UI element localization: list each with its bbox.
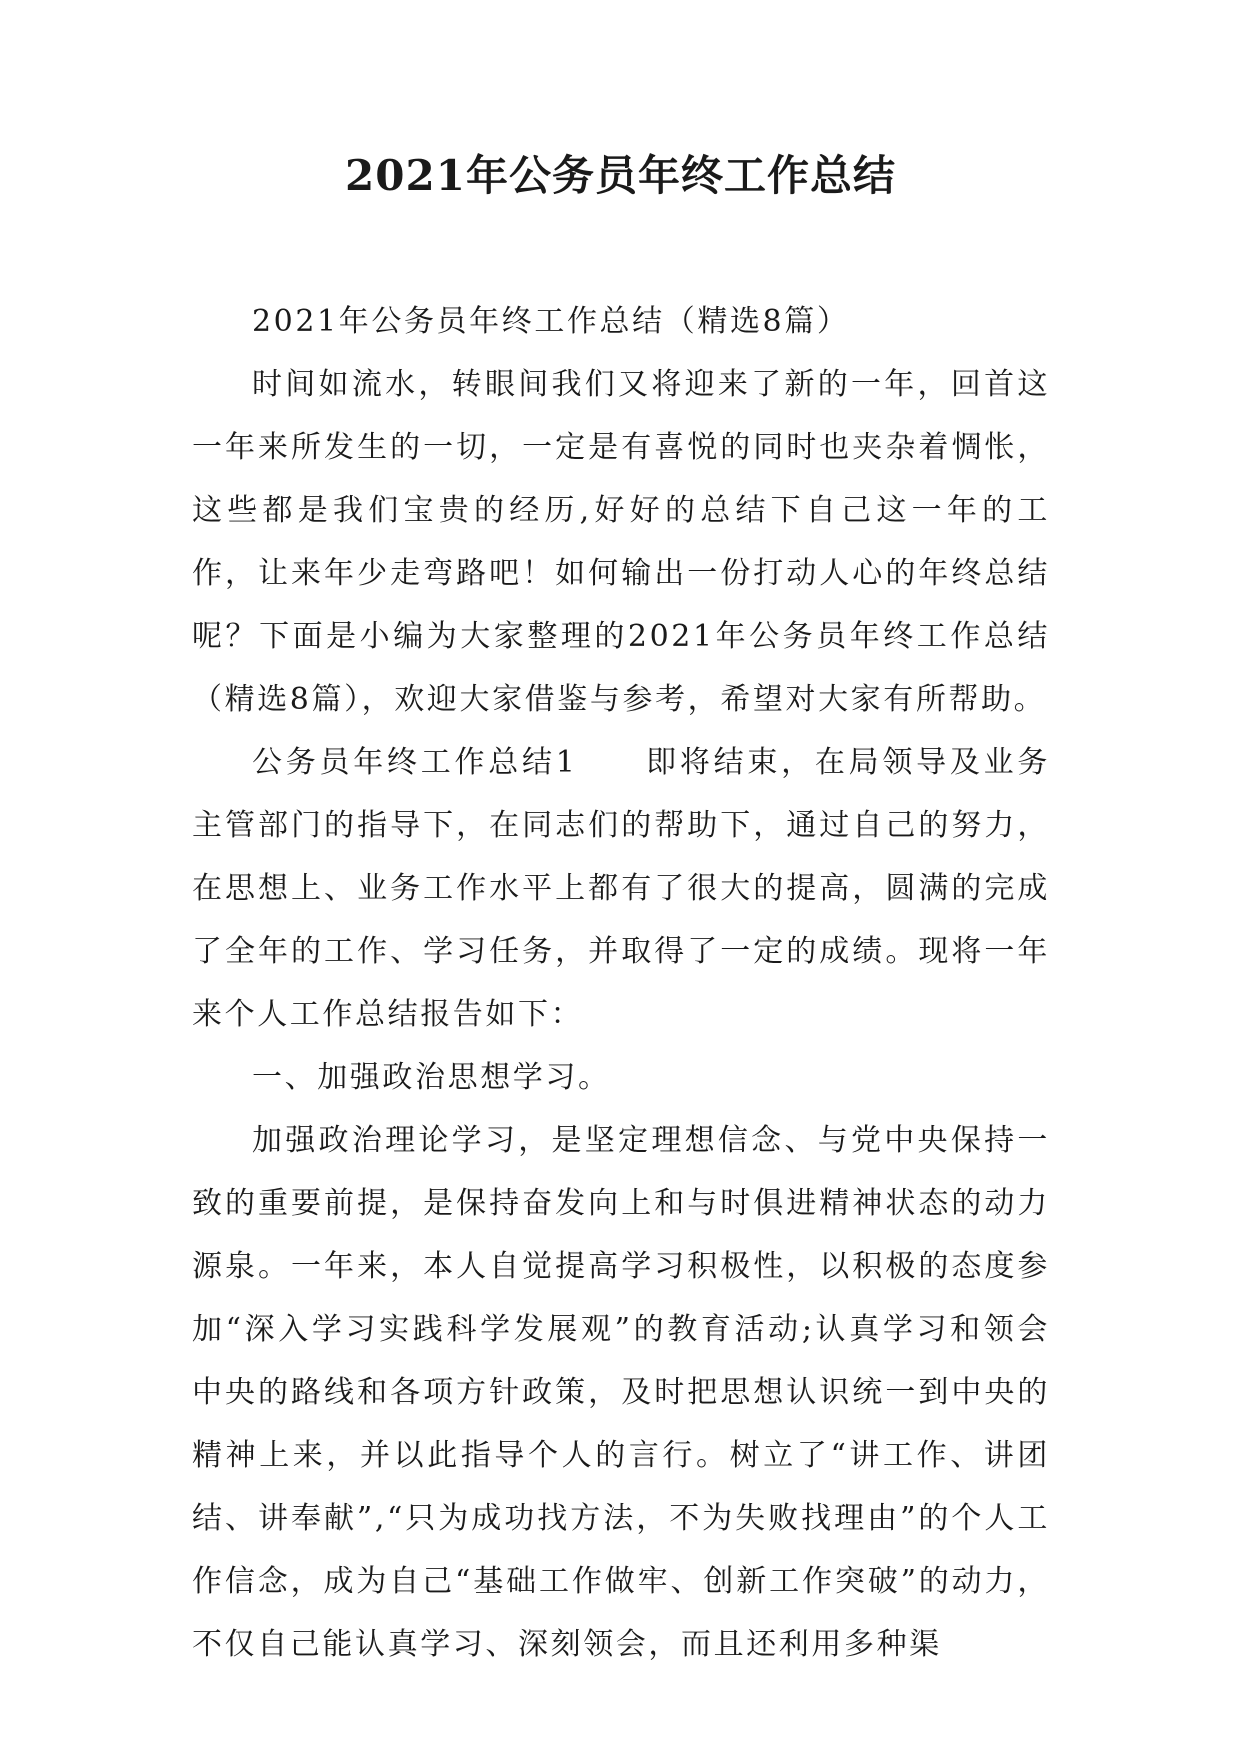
document-body <box>192 290 1050 1676</box>
intro-paragraph: 时间如流水，转眼间我们又将迎来了新的一年，回首这一年来所发生的一切，一定是有喜悦的同时也夹杂着惆怅，这些都是我们宝贵的经历,好好的总结下自己这一年的工作，让来年少走弯路吧！如何输出一份打动人心的年终总结呢？下面是小编为大家整理的2021年公务员年终工作总结（精选8篇），欢迎大家借鉴与参考，希望对大家有所帮助。 <box>192 367 1050 717</box>
summary-1-paragraph: 公务员年终工作总结1 即将结束，在局领导及业务主管部门的指导下，在同志们的帮助下，通过自己的努力，在思想上、业务工作水平上都有了很大的提高，圆满的完成了全年的工作、学习任务，并取得了一定的成绩。现将一年来个人工作总结报告如下： <box>192 745 1050 1032</box>
document-title: 2021年公务员年终工作总结 <box>345 151 896 200</box>
section-1-paragraph: 加强政治理论学习，是坚定理想信念、与党中央保持一致的重要前提，是保持奋发向上和与时俱进精神状态的动力源泉。一年来，本人自觉提高学习积极性，以积极的态度参加“深入学习实践科学发展观”的教育活动;认真学习和领会中央的路线和各项方针政策，及时把思想认识统一到中央的精神上来，并以此指导个人的言行。树立了“讲工作、讲团结、讲奉献”,“只为成功找方法，不为失败找理由”的个人工作信念，成为自己“基础工作做牢、创新工作突破”的动力，不仅自己能认真学习、深刻领会，而且还利用多种渠 <box>192 1123 1050 1662</box>
subtitle-paragraph: 2021年公务员年终工作总结（精选8篇） <box>252 304 850 339</box>
section-heading-1: 一、加强政治思想学习。 <box>252 1060 611 1095</box>
